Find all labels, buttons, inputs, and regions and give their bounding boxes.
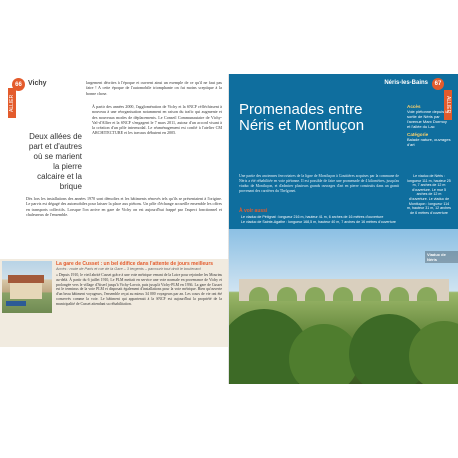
viaduct-facts: Le viaduc de Néris : longueur 111 m, hauteur 25 m, 7 arches de 12 m d'ouverture. Le mur 5 arches de 12 m d'ouverture. Le viaduc de Montluçon : longueur 114 m, hauteur 31 m, 12 arches de 6 mètres d'ouverture xyxy=(407,174,451,215)
box-body: « Depuis 1910, le vieil abrité Cusset grâce à une voie métrique venant de la Loire pour rejoindre les Mourins au-delà. À partir du 6 juillet 1910, Le PLM mettait en service une voie normale en provenance de Vichy et prolongée vers le village d'Aiserl jusqu'à Vichy-Lavoir, puis jusqu'à Vichy-PLM en 1936. La gare de Cusset est le terminus de la voie PLM et disposait également d'installations pour la voie métrique. Bien qu'ouverte d'un beau bâtiment voyageurs, l'ensemble reçut au mieux 34 000 voyageurs par an. Les cours de vie ont été conservés comme la voie. Le bâtiment qui appartenait à la SNCF est aujourd'hui la propriété de la municipalité de Cusset attendant sa réhabilitation. xyxy=(56,273,222,306)
pull-quote: Deux allées de part et d'autres où se marient la pierre calcaire et la brique xyxy=(28,132,82,191)
access-label: Accès xyxy=(407,104,421,109)
article-body: Une partie des anciennes ferroviaires de la ligne de Montluçon à Gouttières acquises par la commune de Néris a été réhabilitée en voie piétonne. Il est possible de faire une promenade de 4 kilomètres, jusqu'au viaduc de Montluçon, et d'admirer plusieurs grands ouvrages d'art en pierre construits dans un granit provenant des carrières du Thelgonet. xyxy=(239,174,399,193)
city-header-left: Vichy xyxy=(28,80,47,87)
right-page xyxy=(229,74,458,384)
viaduct-photo xyxy=(229,229,458,384)
left-page xyxy=(0,74,229,384)
category-text: Balade nature, ouvrages d'art xyxy=(407,137,451,147)
photo-caption: Viaduc de Néris xyxy=(425,251,458,263)
side-tab-left: ALLIER xyxy=(8,88,16,118)
second-paragraph: Dès lors les installations des années 1970 sont démolies et les bâtiments rénovés tels qu'ils se présentaient à l'origine. Le parvis est dégagé des automobiles pour laisser la place aux piétons. Un pôle d'échange accueille ensemble les offres en transports collectifs. Lorsque l'on arrive en gare de Vichy on est aujourd'hui frappé par l'aspect fonctionnel et chaleureux de l'ensemble. xyxy=(26,196,222,217)
category-label: Catégorie xyxy=(407,132,429,137)
cusset-station-photo xyxy=(2,261,52,313)
access-text: Voie piétonne depuis la sortie de Néris par l'avenue Marx Dormoy et l'allée du Lac xyxy=(407,109,449,129)
city-header-right: Néris-les-Bains xyxy=(384,80,428,86)
see-also-title: À voir aussi xyxy=(239,208,268,214)
intro-paragraph: largement décrites à l'époque et ouvrent ainsi un exemple de ce qu'il ne faut pas faire ! A cette époque de l'automobile triomphante on fut moins sceptique à la bonne chose. xyxy=(86,80,222,96)
see-also-item: Le viaduc de Sainte-Agathe : longueur 168,5 m, hauteur 40 m, 7 arches de 16 mètres d'ouverture xyxy=(241,219,396,224)
side-tab-right: ALLIER xyxy=(444,90,452,120)
box-subtitle: Accès : route de Paris et rue de la Gare – 3 tergents – parcourir tout droit le boulevard xyxy=(56,267,201,271)
see-also-list xyxy=(241,215,401,225)
article-title: Promenades entre Néris et Montluçon xyxy=(239,101,365,134)
page-number-right: 67 xyxy=(432,78,444,90)
page-number-left: 66 xyxy=(12,78,25,91)
book-spread xyxy=(0,74,458,384)
column-paragraph: À partir des années 2000, l'agglomération de Vichy et la SNCF réfléchissent à nouveau à une réorganisation notamment en raison du trafic qui augmente et des nouveaux modes de déplacements. Le Conseil Communautaire de Vichy-Val-d'Allier et la SNCF s'engagent le 7 mars 2011, autour d'un accord visant à la création d'un pôle intermodal. Le réaménagement est confié à l'atelier CM ARCHITECTURE et les travaux débutent en 2005. xyxy=(92,104,222,136)
access-column xyxy=(407,104,451,147)
box-title: La gare de Cusset : un bel édifice dans l'attente de jours meilleurs xyxy=(56,261,214,267)
see-also-item: Le viaduc de Pétignat : longueur 216 m, hauteur 41 m, 6 arches de 16 mètres d'ouverture xyxy=(241,215,384,219)
